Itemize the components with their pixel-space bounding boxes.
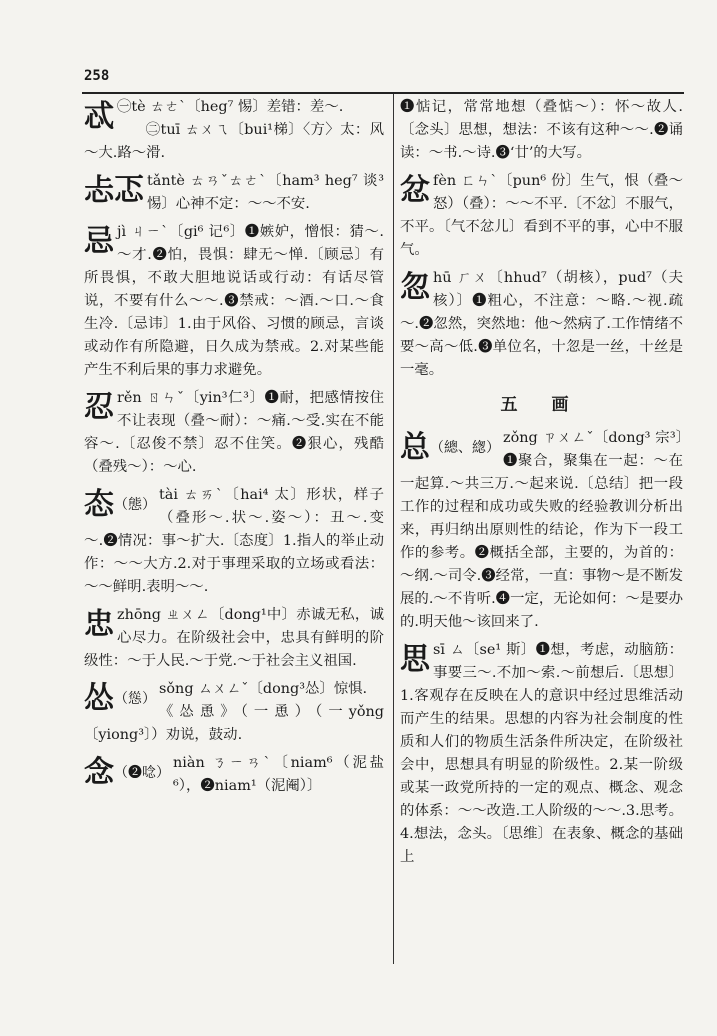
entry-ji [84,221,384,382]
headword-char: 念 [84,755,114,790]
definition-sub: 《怂恿》（一恿）（一yǒng〔yiong³〕）劝说，鼓动. [84,704,384,743]
entry-song [84,678,384,747]
traditional-form: （❷唸） [114,765,170,781]
entry-zong [400,427,683,634]
definition: tài ㄊㄞˋ〔hai⁴ 太〕形状，样子（叠形～.状～.姿～）：丑～.变～.❷情况：事～扩大.〔态度〕1.指人的举止动作：～～大方.2.对于事理采取的立场或看法：～～鲜明.表明～～. [84,487,384,595]
headword: 忒 [84,99,114,134]
top-rule [82,92,684,94]
headword [84,484,156,526]
definition: jì ㄐㄧˋ〔gi⁶ 记⁶〕❶嫉妒，憎恨：猜～.～才.❷怕，畏惧：肆无～惮.〔顾忌〕有所畏惧，不敢大胆地说话或行动：有话尽管说，不要有什么～～.❸禁戒：～酒.～口.～食生冷.〔忌讳〕1.由于风俗、习惯的顾忌，言谈或动作有所隐避，日久成为禁戒。2.对某些能产生不利后果的事力求避免。 [84,224,384,378]
traditional-form: （總、緫） [430,440,500,456]
definition: sǒng ㄙㄨㄥˇ〔dong³怂〕惊惧. [159,681,368,697]
entry-zhong [84,604,384,673]
headword: 忐忑 [84,173,144,208]
headword [84,678,156,720]
traditional-form: （態） [114,497,156,513]
entry-nian [84,752,384,798]
headword: 忿 [400,173,430,208]
entry-fen [400,170,683,262]
column-divider [393,94,394,964]
headword [84,752,170,794]
definition: zǒng ㄗㄨㄥˇ〔dong³ 宗³〕❶聚合，聚集在一起：～在一起算.～共三万.～起来说.〔总结〕把一段工作的过程和成功或失败的经验教训分析出来，再归纳出原则性的结论，作为下一段工作的参考。❷概括全部，主要的，为首的：～纲.～司令.❸经常，一直：事物～是不断发展的.～不肯听.❹一定，无论如何：～是要办的.明天他～该回来了. [400,430,683,630]
entry-tante [84,170,384,216]
definition: rěn ㄖㄣˇ〔yin³仁³〕❶耐，把感情按住不让表现（叠～耐）：～痛.～受.实在不能容～.〔忍俊不禁〕忍不住笑。❷狠心，残酷（叠残～）：～心. [84,390,384,475]
section-title: 五 画 [500,395,583,415]
definition: fèn ㄈㄣˋ〔pun⁶ 份〕生气，恨（叠～怒）（叠）：～～不平.〔不忿〕不服气，不平。〔气不忿儿〕看到不平的事，心中不服气。 [400,173,683,258]
traditional-form: （慫） [114,691,156,707]
headword: 忍 [84,390,114,425]
headword-char: 怂 [84,681,114,716]
headword: 忌 [84,224,114,259]
headword: 思 [400,642,430,677]
definition: sī ㄙ〔se¹ 斯〕❶想，考虑，动脑筋：事要三～.不加～索.～前想后.〔思想〕1.客观存在反映在人的意识中经过思维活动而产生的结果。思想的内容为社会制度的性质和人们的物质生活条件所决定，在阶级社会中，思想具有明显的阶级性。2.某一阶级或某一政党所持的一定的观点、概念、观念的体系：～～改造.工人阶级的～～.3.思考。4.想法，念头。〔思维〕在表象、概念的基础上 [400,642,683,865]
entry-tai [84,484,384,599]
headword-char: 态 [84,487,114,522]
entry-hu [400,267,683,382]
headword: 忠 [84,607,114,642]
page-number: 258 [84,68,110,84]
definition: ㊀tè ㄊㄜˋ〔heg⁷ 惕〕差错：差～. [117,99,344,115]
definition: ❶惦记，常常地想（叠惦～）：怀～故人.〔念头〕思想，想法：不该有这种～～.❷诵读：～书.～诗.❸‘廿’的大写。 [400,99,683,161]
definition-sub: ㊁tuī ㄊㄨㄟ〔bui¹梯〕〈方〉太：风～大.路～滑. [84,122,384,161]
entry-si [400,639,683,869]
definition: tǎntè ㄊㄢˇㄊㄜˋ〔ham³ heg⁷ 谈³惕〕心神不定：～～不安. [147,173,384,212]
headword: 忽 [400,270,430,305]
definition: zhōng ㄓㄨㄥ〔dong¹中〕赤诚无私，诚心尽力。在阶级社会中，忠具有鲜明的阶级性：～于人民.～于党.～于社会主义祖国. [84,607,384,669]
entry-nian-cont [400,96,683,165]
entry-ren [84,387,384,479]
definition: hū ㄏㄨ〔hhud⁷（胡核），pud⁷（夫核）〕❶粗心，不注意：～略.～视.疏～.❷忽然，突然地：他～然病了.工作情绪不要～高～低.❸单位名，十忽是一丝，十丝是一毫。 [400,270,683,378]
left-column [84,96,384,964]
headword-char: 总 [400,430,430,465]
definition: niàn ㄋㄧㄢˋ〔niam⁶（泥盐⁶），❷niam¹（泥阉）〕 [173,755,384,794]
headword [400,427,500,469]
entry-te [84,96,384,165]
right-column [400,96,683,964]
